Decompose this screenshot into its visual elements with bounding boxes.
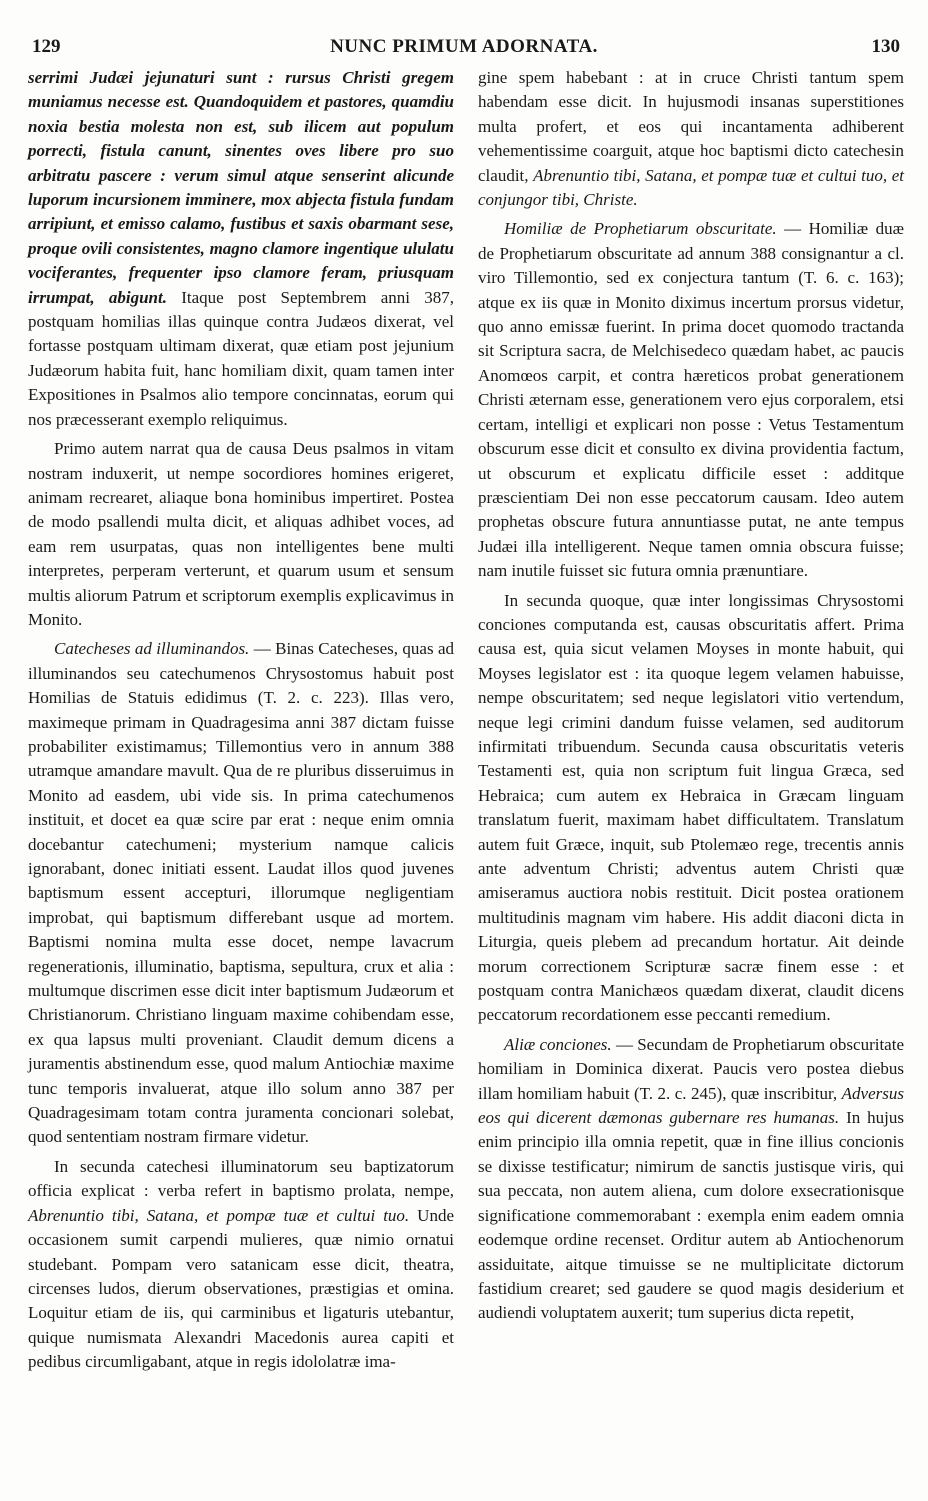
paragraph: [478, 217, 904, 583]
section-title: Catecheses ad illuminandos.: [54, 639, 250, 659]
paragraph-text: — Secundam de Prophetiarum obscuritate homiliam in Dominica dixerat. Paucis vero postea diebus illam homiliam habuit (T. 2. c. 245), quæ inscribitur,: [478, 1034, 904, 1103]
paragraph-text: Unde occasionem sumit carpendi mulieres, quæ nimio ornatui studebant. Pompam vero satanicam esse dicit, theatra, circenses ludos, dierum observationes, præstigias et omina. Loquitur etiam de iis, qui carminibus et ligaturis utebantur, quique numismata Alexandri Macedonis aurea capiti et pedibus circumligabant, atque in regis idololatræ ima-: [28, 1205, 454, 1372]
page-number-left: 129: [32, 36, 61, 57]
paragraph: Primo autem narrat qua de causa Deus psalmos in vitam nostram induxerit, ut nempe socordiores homines erigeret, animam recrearet, aliaque bona hominibus impertiret. Postea de modo psallendi multa dicit, et aliquas adhibet voces, ad eam rem usurpatas, quas non intelligentes bene multi interpretes, perperam verterunt, et quarum usum et sensum multis aliorum Patrum et scriptorum exemplis explicavimus in Monito.: [28, 439, 454, 629]
right-column: [478, 66, 904, 1326]
italic-quote: Adversus eos qui dicerent dæmonas gubernare res humanas.: [478, 1083, 904, 1128]
paragraph-text: In secunda catechesi illuminatorum seu baptizatorum officia explicat : verba refert in baptismo prolata, nempe,: [28, 1156, 454, 1201]
paragraph: [28, 66, 454, 432]
page-number-right: 130: [871, 36, 900, 57]
italic-quote: serrimi Judæi jejunaturi sunt : rursus Christi gregem muniamus necesse est. Quandoquidem et pastores, quamdiu noxia bestia molesta non est, sub ilicem aut populum porrecti, fistula canunt, sinentes oves libere pro suo arbitratu pascere : verum simul atque senserint alicunde luporum incursionem imminere, mox abjecta fistula fundam arripiunt, et emisso calamo, fustibus et saxis obarmant sese, proque ovili consistentes, magno clamore ingentique ululatu vociferantes, frequenter ipso clamore feram, priusquam irrumpat, abigunt.: [28, 68, 454, 307]
section-title: Homiliæ de Prophetiarum obscuritate.: [504, 219, 777, 239]
paragraph-text: — Homiliæ duæ de Prophetiarum obscuritate ad annum 388 consignantur a cl. viro Tillemontio, sed ex conjectura tantum (T. 6. c. 163); atque ex iis quæ in Monito diximus incertum prorsus videtur, quo anno emissæ fuerint. In prima docet quomodo tractanda sit Scriptura sacra, de Melchisedeco quædam habet, ac paucis Anomœos carpit, et contra hæreticos probat generationem Christi æternam esse, generationem vero ejus corporalem, etsi certam, intelligi et explicari non posse : Vetus Testamentum obscurum esse dicit et consulto ex divina providentia factum, ut obscurum et explicatu difficile esset : additque præscientiam Dei non esse peccatorum causam. Ideo autem prophetas obscure futura annuntiasse putat, ne ante tempus Judæi illa intelligerent. Neque tamen omnia obscura fuisse; nam inutile fuisset sic futura omnia prænuntiare.: [478, 219, 904, 581]
section-title: Aliæ conciones.: [504, 1034, 612, 1054]
paragraph-text: In hujus enim principio illa omnia repetit, quæ in fine illius concionis se dixisse testificatur; nimirum de sanctis justisque viris, qui sua peccata, non autem aliena, cum dolore exsecrationisque significatione commemorabant : exempla enim eadem omnia eodemque ordine recenset. Orditur autem ab Antiochenorum assiduitate, aitque timuisse se ne multiplicitate dictorum fastidium crearet; sed gaudere se quod magis desiderium et audiendi voluptatem auxerit; tum superius dicta repetit,: [478, 1108, 905, 1323]
left-column: [28, 66, 454, 1375]
paragraph: In secunda quoque, quæ inter longissimas Chrysostomi conciones computanda est, causas obscuritatis affert. Prima causa est, quia sicut velamen Moyses in monte habuit, qui Moyses legislator est : ita quoque legem velamen habuisse, nempe obscuritatem; sed neque legislatori vitio vertendum, neque legi crimini dandum fuisse velamen, sed auditorum infirmitati tribuendum. Secunda causa obscuritatis veteris Testamenti est, quia non scriptum fuit lingua Græca, sed Hebraica; cum autem ex Hebraica in Græcam linguam translatum fuerit, maximam habet difficultatem. Translatum autem fuit Græce, inquit, sub Ptolemæo rege, trecentis annis ante adventum Christi; adventus autem Christi quæ amiseramus auctiora nobis restituit. Dicit postea orationem multitudinis magnam vim habere. His addit diaconi dicta in Liturgia, queis plebem ad precandum hortatur. Ait deinde morum correctionem Scripturæ sacræ finem esse : et postquam contra Manichæos quædam dixerat, claudit dicens peccatorum recordationem esse peccanti remedium.: [478, 590, 904, 1025]
paragraph: [28, 637, 454, 1150]
page-header: [28, 36, 900, 60]
paragraph: [478, 66, 904, 212]
paragraph: [478, 1033, 904, 1326]
italic-quote: Abrenuntio tibi, Satana, et pompæ tuæ et cultui tuo, et conjungor tibi, Christe.: [478, 165, 904, 210]
paragraph-text: Itaque post Septembrem anni 387, postquam homilias illas quinque contra Judæos dixerat, vel fortasse postquam ultimam dixerat, quæ etiam post jejunium Judæorum habita fuit, hanc homiliam dixit, quam tamen inter Expositiones in Psalmos alio tempore concinnatas, eorum qui nos præcesserant exemplo reliquimus.: [28, 287, 454, 429]
paragraph: [28, 1155, 454, 1375]
paragraph-text: gine spem habebant : at in cruce Christi tantum spem habendam esse dicit. In hujusmodi insanas superstitiones multa profert, et eos qui incantamenta adhiberent vehementissime coarguit, atque hoc baptismi dicto catechesin claudit,: [478, 68, 904, 185]
running-title: NUNC PRIMUM ADORNATA.: [330, 36, 598, 57]
italic-quote: Abrenuntio tibi, Satana, et pompæ tuæ et cultui tuo.: [28, 1205, 410, 1225]
paragraph-text: — Binas Catecheses, quas ad illuminandos seu catechumenos Chrysostomus habuit post Homilias de Statuis edidimus (T. 2. c. 223). Illas vero, maximeque primam in Quadragesima anni 387 dictam fuisse probabiliter existimamus; Tillemontius vero in annum 388 utramque amandare mavult. Qua de re pluribus disseruimus in Monito ad easdem, ubi vide sis. In prima catechumenos instituit, et docet ea quæ scire par erat : neque enim omnia docebantur catechumeni; mysterium namque calicis ignorabant, donec initiati essent. Laudat illos quod juvenes baptismum essent accepturi, illorumque negligentiam improbat, qui baptismum differebant usque ad mortem. Baptismi nomina multa esse docet, nempe lavacrum regenerationis, illuminatio, baptisma, sepultura, crux et alia : multumque discrimen esse dicit inter baptismum Judæorum et Christianorum. Christiano linguam maxime cohibendam esse, ex qua lapsus multi proveniant. Claudit demum dicens a juramentis abstinendum esse, quod malum Antiochiæ maxime tunc temporis invaluerat, atque illo solum anno 387 per Quadragesimam totam contra juramenta concionari solebat, quod sententiam nostram firmare videtur.: [28, 639, 454, 1147]
